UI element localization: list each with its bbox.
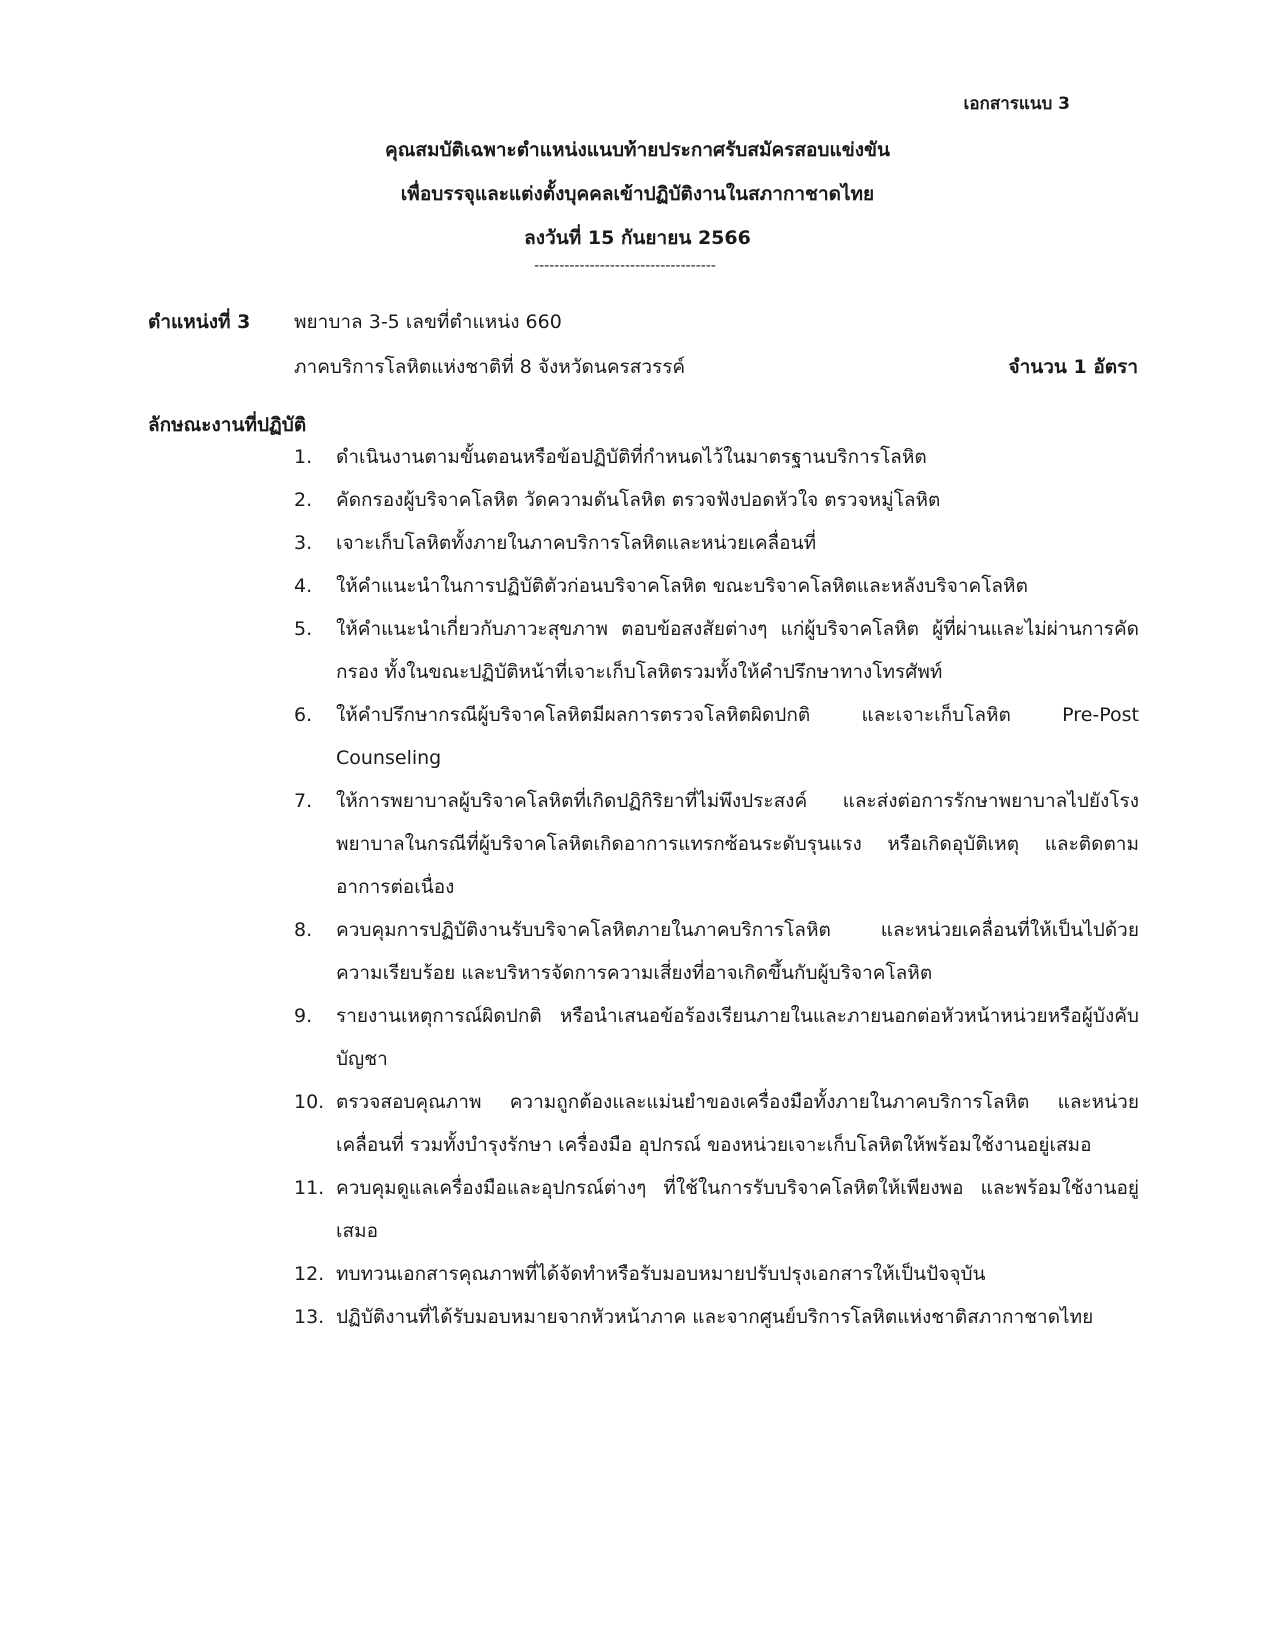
duty-text: ให้คำแนะนำในการปฏิบัติตัวก่อนบริจาคโลหิต ขณะบริจาคโลหิตและหลังบริจาคโลหิต	[336, 575, 1028, 597]
duty-text: รายงานเหตุการณ์ผิดปกติ หรือนำเสนอข้อร้องเรียนภายในและภายนอกต่อหัวหน้าหน่วยหรือผู้บังคับบัญชา	[336, 1005, 1139, 1070]
position-label-spacer	[148, 345, 294, 390]
duty-text: ให้การพยาบาลผู้บริจาคโลหิตที่เกิดปฏิกิริยาที่ไม่พึงประสงค์ และส่งต่อการรักษาพยาบาลไปยังโรงพยาบาลในกรณีที่ผู้บริจาคโลหิตเกิดอาการแทรกซ้อนระดับรุนแรง หรือเกิดอุบัติเหตุ และติดตามอาการต่อเนื่อง	[336, 790, 1139, 898]
duty-text: ให้คำแนะนำเกี่ยวกับภาวะสุขภาพ ตอบข้อสงสัยต่างๆ แก่ผู้บริจาคโลหิต ผู้ที่ผ่านและไม่ผ่านการคัดกรอง ทั้งในขณะปฏิบัติหน้าที่เจาะเก็บโลหิตรวมทั้งให้คำปรึกษาทางโทรศัพท์	[336, 618, 1139, 683]
position-unit-row	[148, 345, 1138, 390]
title-line-2: เพื่อบรรจุและแต่งตั้งบุคคลเข้าปฏิบัติงานในสภากาชาดไทย	[400, 183, 875, 205]
list-item	[294, 608, 1139, 694]
list-item	[294, 565, 1139, 608]
duty-number: 9.	[294, 1005, 313, 1027]
duty-number: 4.	[294, 575, 313, 597]
duty-number: 10.	[294, 1091, 325, 1113]
duty-text: ทบทวนเอกสารคุณภาพที่ได้จัดทำหรือรับมอบหมายปรับปรุงเอกสารให้เป็นปัจจุบัน	[336, 1263, 986, 1285]
duty-text: คัดกรองผู้บริจาคโลหิต วัดความดันโลหิต ตรวจฟังปอดหัวใจ ตรวจหมู่โลหิต	[336, 489, 941, 511]
list-item	[294, 436, 1139, 479]
list-item	[294, 522, 1139, 565]
list-item	[294, 995, 1139, 1081]
duty-number: 13.	[294, 1306, 325, 1328]
divider-line: ------------------------------------	[534, 258, 716, 274]
duty-number: 3.	[294, 532, 313, 554]
duty-number: 7.	[294, 790, 313, 812]
duty-number: 2.	[294, 489, 313, 511]
list-item	[294, 1167, 1139, 1253]
list-item	[294, 479, 1139, 522]
duty-text: ปฏิบัติงานที่ได้รับมอบหมายจากหัวหน้าภาค และจากศูนย์บริการโลหิตแห่งชาติสภากาชาดไทย	[336, 1306, 1094, 1328]
list-item	[294, 1081, 1139, 1167]
duty-text: ดำเนินงานตามขั้นตอนหรือข้อปฏิบัติที่กำหนดไว้ในมาตรฐานบริการโลหิต	[336, 446, 927, 468]
title-line-1: คุณสมบัติเฉพาะตำแหน่งแนบท้ายประกาศรับสมัครสอบแข่งขัน	[385, 139, 890, 161]
duty-number: 11.	[294, 1177, 325, 1199]
position-row	[148, 300, 1138, 345]
list-item	[294, 694, 1139, 780]
position-block	[148, 300, 1138, 390]
attachment-label: เอกสารแนบ 3	[963, 94, 1070, 114]
document-title	[0, 128, 1275, 260]
duties-list	[294, 436, 1139, 1339]
duty-number: 5.	[294, 618, 313, 640]
duty-text: เจาะเก็บโลหิตทั้งภายในภาคบริการโลหิตและหน่วยเคลื่อนที่	[336, 532, 817, 554]
list-item	[294, 1296, 1139, 1339]
duty-number: 8.	[294, 919, 313, 941]
position-label: ตำแหน่งที่ 3	[148, 311, 251, 333]
duty-text: ควบคุมการปฏิบัติงานรับบริจาคโลหิตภายในภาคบริการโลหิต และหน่วยเคลื่อนที่ให้เป็นไปด้วยความเรียบร้อย และบริหารจัดการความเสี่ยงที่อาจเกิดขึ้นกับผู้บริจาคโลหิต	[336, 919, 1139, 984]
duty-text: ควบคุมดูแลเครื่องมือและอุปกรณ์ต่างๆ ที่ใช้ในการรับบริจาคโลหิตให้เพียงพอ และพร้อมใช้งานอยู่เสมอ	[336, 1177, 1139, 1242]
duty-number: 12.	[294, 1263, 325, 1285]
position-title: พยาบาล 3-5 เลขที่ตำแหน่ง 660	[294, 311, 562, 333]
list-item	[294, 909, 1139, 995]
position-unit: ภาคบริการโลหิตแห่งชาติที่ 8 จังหวัดนครสวรรค์	[294, 356, 686, 378]
duty-text: ให้คำปรึกษากรณีผู้บริจาคโลหิตมีผลการตรวจโลหิตผิดปกติ และเจาะเก็บโลหิต Pre-Post Counseling	[336, 704, 1139, 769]
duty-number: 6.	[294, 704, 313, 726]
title-line-3: ลงวันที่ 15 กันยายน 2566	[524, 227, 751, 249]
duties-heading: ลักษณะงานที่ปฏิบัติ	[148, 414, 307, 436]
position-quota: จำนวน 1 อัตรา	[1008, 356, 1138, 378]
list-item	[294, 780, 1139, 909]
list-item	[294, 1253, 1139, 1296]
duty-text: ตรวจสอบคุณภาพ ความถูกต้องและแม่นยำของเครื่องมือทั้งภายในภาคบริการโลหิต และหน่วยเคลื่อนที่ รวมทั้งบำรุงรักษา เครื่องมือ อุปกรณ์ ของหน่วยเจาะเก็บโลหิตให้พร้อมใช้งานอยู่เสมอ	[336, 1091, 1139, 1156]
duty-number: 1.	[294, 446, 313, 468]
